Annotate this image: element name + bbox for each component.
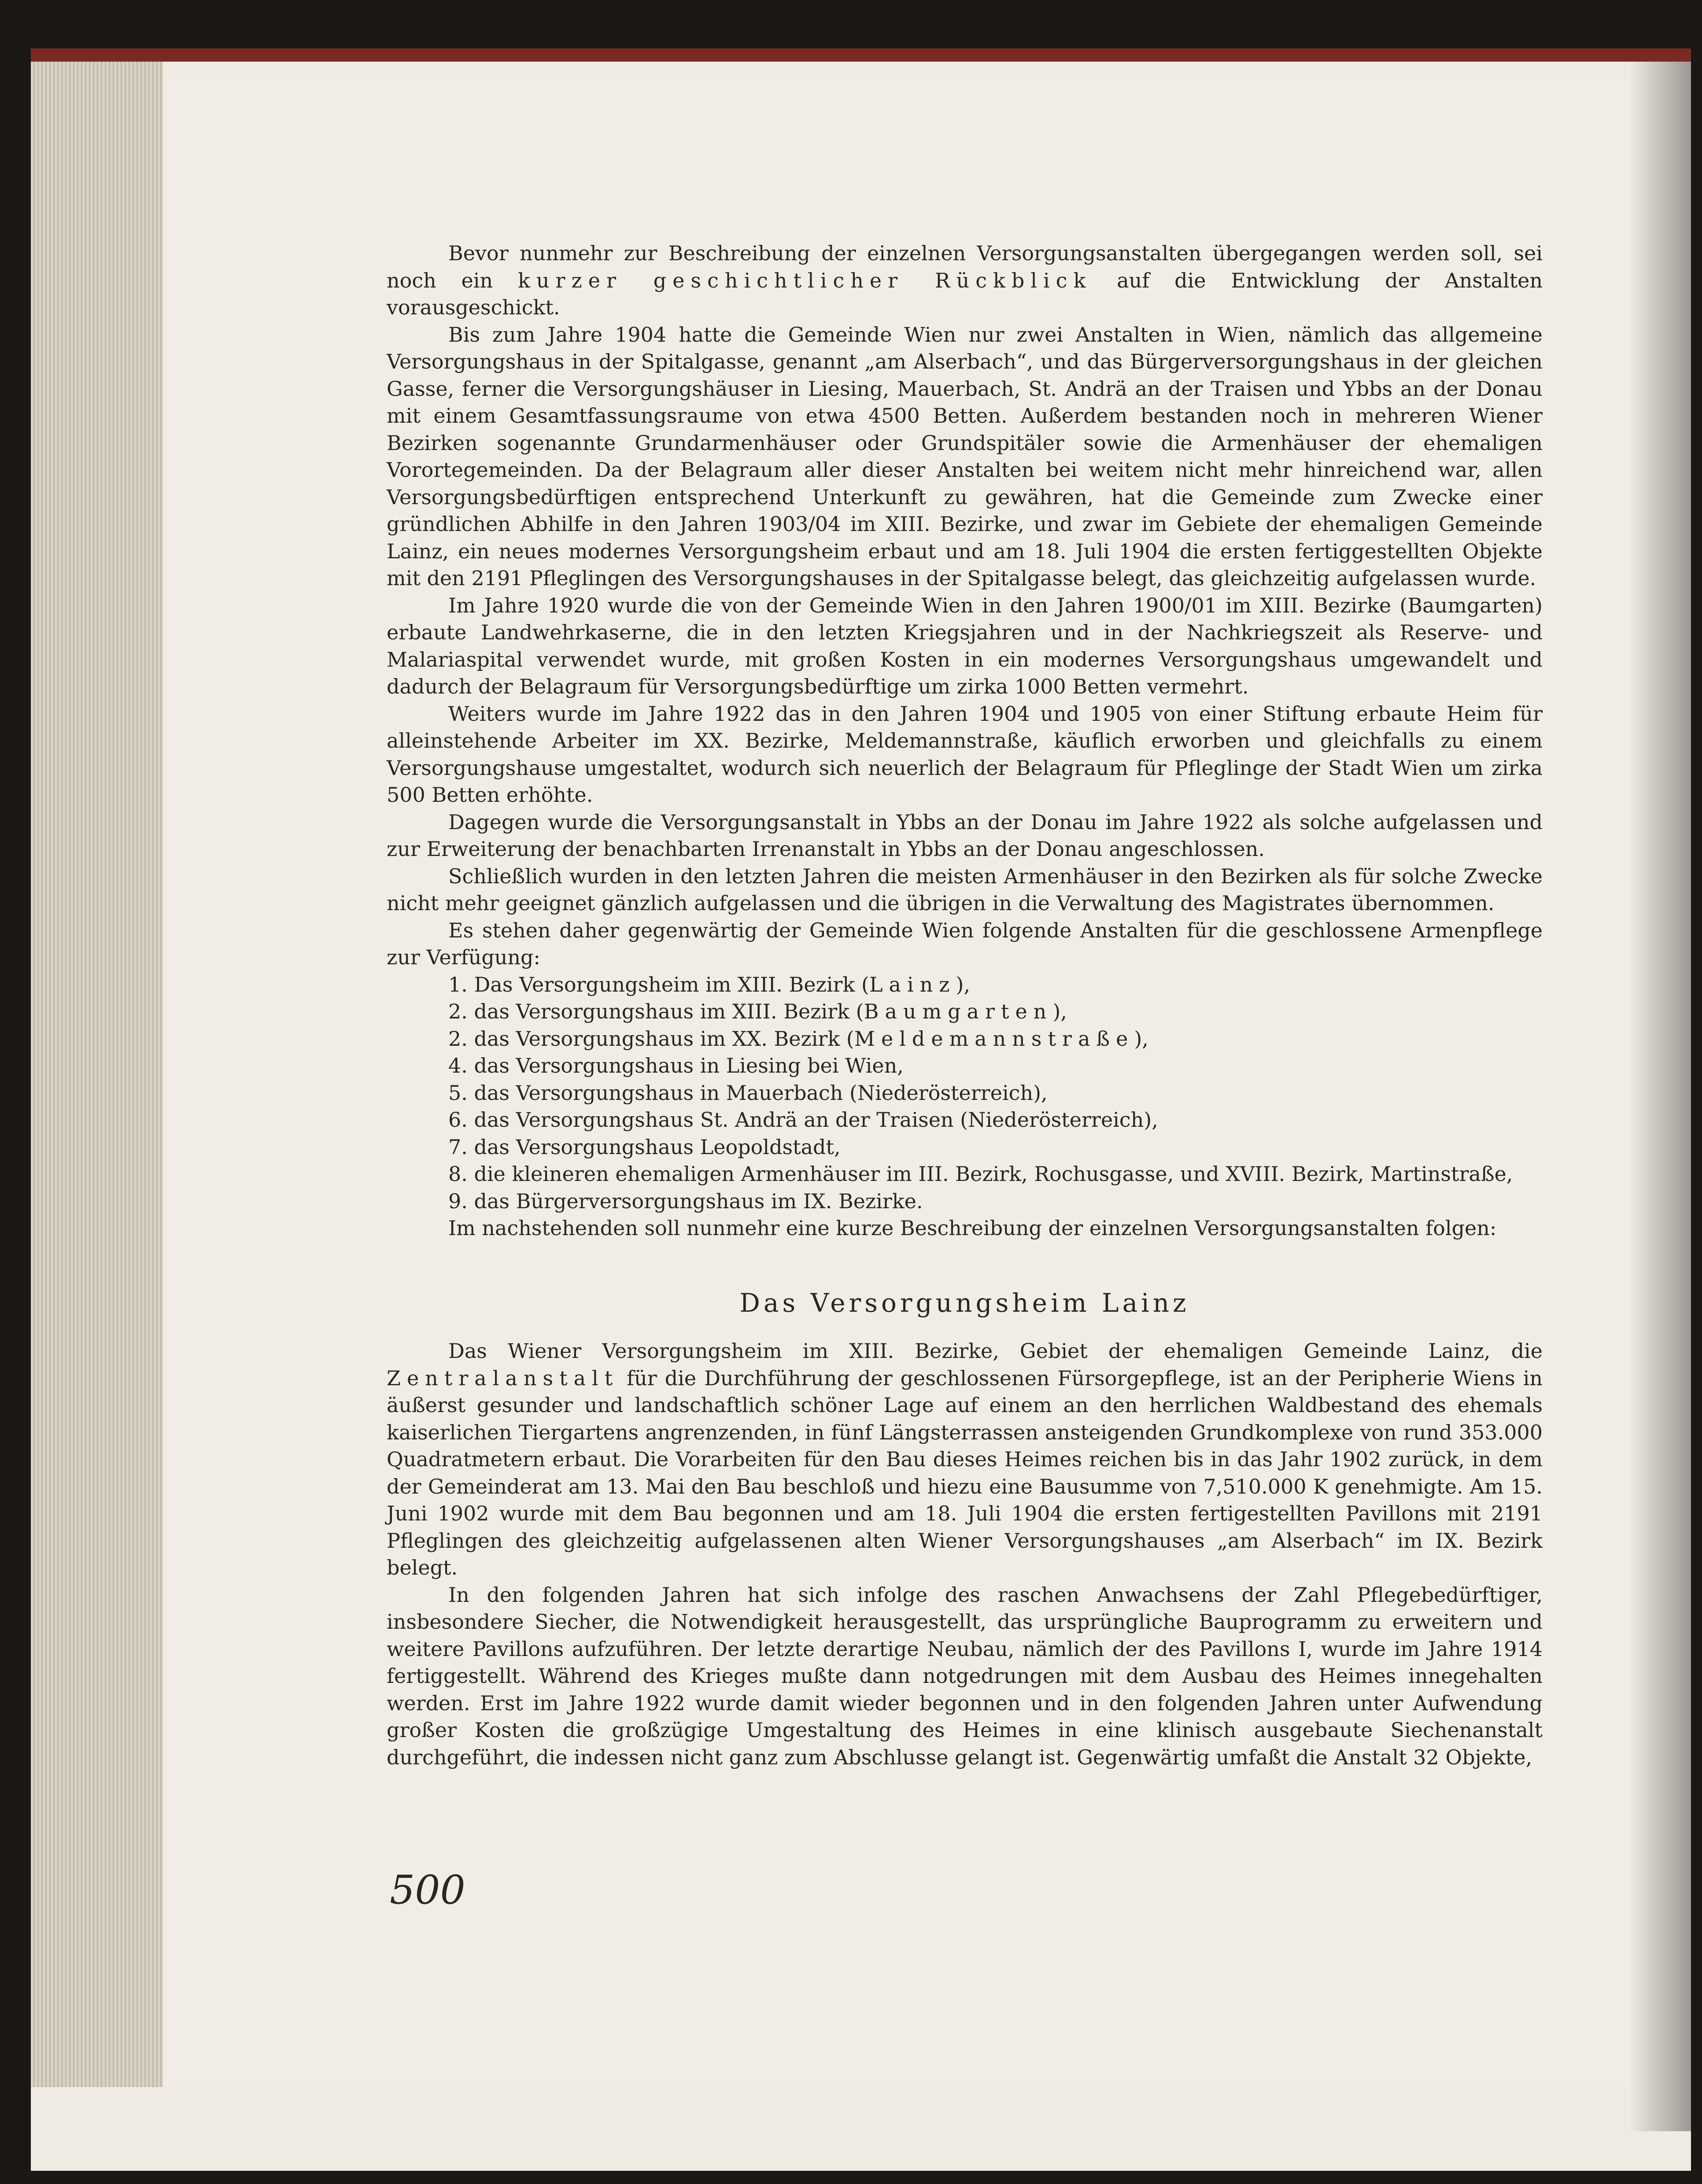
paragraph-history: Bis zum Jahre 1904 hatte die Gemeinde Wien nur zwei Anstalten in Wien, nämlich das allgemeine Versorgungshaus in der Spitalgasse, genannt „am Alserbach“, und das Bürgerversorgungshaus in der gleichen Gasse, ferner die Versorgungshäuser in Liesing, Mauerbach, St. Andrä an der Traisen und Ybbs an der Donau mit einem Gesamtfassungsraume von etwa 4500 Betten. Außerdem bestanden noch in mehreren Wiener Bezirken sogenannte Grundarmenhäuser oder Grundspitäler sowie die Armenhäuser der ehemaligen Vorortegemeinden. Da der Belagraum aller dieser Anstalten bei weitem nicht mehr hinreichend war, allen Versorgungsbedürftigen entsprechend Unterkunft zu gewähren, hat die Gemeinde zum Zwecke einer gründlichen Abhilfe in den Jahren 1903/04 im XIII. Bezirke, und zwar im Gebiete der ehemaligen Gemeinde Lainz, ein neues modernes Versorgungsheim erbaut und am 18. Juli 1904 die ersten fertiggestellten Objekte mit den 2191 Pfleglingen des Versorgungshauses in der Spitalgasse belegt, das gleichzeitig aufgelassen wurde.: [387, 322, 1543, 590]
text-run: ),: [1134, 1026, 1148, 1051]
paragraph-armenhaeuser: Schließlich wurden in den letzten Jahren die meisten Armenhäuser in den Bezirken als für solche Zwecke nicht mehr geeignet gänzlich aufgelassen und die übrigen in die Verwaltung des Magistrates übernommen.: [387, 864, 1543, 915]
spaced-emphasis: Lainz: [869, 972, 956, 996]
institution-list: [387, 971, 1543, 1215]
list-item: [387, 998, 1543, 1026]
paragraph-meldemannstrasse: Weiters wurde im Jahre 1922 das in den Jahren 1904 und 1905 von einer Stiftung erbaute Heim für alleinstehende Arbeiter im XX. Bezirke, Meldemannstraße, käuflich erworben und gleichfalls zu einem Versorgungshause umgestaltet, wodurch sich neuerlich der Belagraum für Pfleglinge der Stadt Wien um zirka 500 Betten erhöhte.: [387, 701, 1543, 807]
text-run: ),: [956, 972, 971, 996]
gutter-shadow: [1629, 62, 1691, 2131]
list-item: 8. die kleineren ehemaligen Armenhäuser im III. Bezirk, Rochusgasse, und XVIII. Bezirk, Martinstraße,: [448, 1162, 1513, 1186]
text-run: 2. das Versorgungshaus im XX. Bezirk (: [448, 1026, 854, 1051]
spaced-emphasis: kurzer geschichtlicher Rückblick: [518, 268, 1092, 292]
paragraph-lainz-expansion: In den folgenden Jahren hat sich infolge des raschen Anwachsens der Zahl Pflegebedürftiger, insbesondere Siecher, die Notwendigkeit herausgestellt, das ursprüngliche Bauprogramm zu erweitern und weitere Pavillons aufzuführen. Der letzte derartige Neubau, nämlich der des Pavillons I, wurde im Jahre 1914 fertiggestellt. Während des Krieges mußte dann notgedrungen mit dem Ausbau des Heimes innegehalten werden. Erst im Jahre 1922 wurde damit wieder begonnen und in den folgenden Jahren unter Aufwendung großer Kosten die großzügige Umgestaltung des Heimes in eine klinisch ausgebaute Siechenanstalt durchgeführt, die indessen nicht ganz zum Abschlusse gelangt ist. Gegenwärtig umfaßt die Anstalt 32 Objekte,: [387, 1583, 1543, 1769]
section-heading: Das Versorgungsheim Lainz: [739, 1288, 1190, 1318]
list-item: 9. das Bürgerversorgungshaus im IX. Bezirke.: [448, 1189, 923, 1213]
text-run: 2. das Versorgungshaus im XIII. Bezirk (: [448, 1000, 864, 1023]
text-run: für die Durchführung der geschlossenen Fürsorgepflege, ist an der Peripherie Wiens in äußerst gesunder und landschaftlich schöner Lage auf einem an den herrlichen Waldbestand des ehemals kaiserlichen Tiergartens angrenzenden, in fünf Längsterrassen ansteigenden Grundkomplexe von rund 353.000 Quadratmetern erbaut. Die Vorarbeiten für den Bau dieses Heimes reichen bis in das Jahr 1902 zurück, in dem der Gemeinderat am 13. Mai den Bau beschloß und hiezu eine Bausumme von 7,510.000 K genehmigte. Am 15. Juni 1902 wurde mit dem Bau begonnen und am 18. Juli 1904 die ersten fertigestellten Pavillons mit 2191 Pfleglingen des gleichzeitig aufgelassenen alten Wiener Versorgungshauses „am Alserbach“ im IX. Bezirk belegt.: [387, 1366, 1543, 1579]
text-run: 1. Das Versorgungsheim im XIII. Bezirk (: [448, 972, 869, 996]
list-item: [387, 971, 1543, 999]
spaced-emphasis: Baumgarten: [864, 1000, 1053, 1023]
spaced-emphasis: Meldemannstraße: [854, 1026, 1134, 1051]
list-item: 4. das Versorgungshaus in Liesing bei Wien,: [448, 1054, 904, 1077]
spaced-emphasis: Zentralanstalt: [387, 1366, 619, 1390]
page-edges: [31, 62, 163, 2087]
text-run: auf die Entwicklung der Anstalten vorausgeschickt.: [387, 268, 1543, 319]
text-run: ),: [1052, 1000, 1067, 1023]
list-item: [387, 1026, 1543, 1053]
page-number: 500: [390, 1867, 465, 1913]
text-run: Das Wiener Versorgungsheim im XIII. Bezirke, Gebiet der ehemaligen Gemeinde Lainz, die: [448, 1339, 1543, 1363]
list-item: 5. das Versorgungshaus in Mauerbach (Niederösterreich),: [448, 1081, 1048, 1105]
paragraph-baumgarten: Im Jahre 1920 wurde die von der Gemeinde Wien in den Jahren 1900/01 im XIII. Bezirke (Baumgarten) erbaute Landwehrkaserne, die in den letzten Kriegsjahren und in der Nachkriegszeit als Reserve- und Malariaspital verwendet wurde, mit großen Kosten in ein modernes Versorgungshaus umgewandelt und dadurch der Belagraum für Versorgungsbedürftige um zirka 1000 Betten vermehrt.: [387, 593, 1543, 698]
text-run: Bevor nunmehr zur Beschreibung der einzelnen Versorgungsanstalten übergegangen werden soll, sei noch ein: [387, 241, 1543, 292]
paragraph-outlook: Im nachstehenden soll nunmehr eine kurze Beschreibung der einzelnen Versorgungsanstalten folgen:: [448, 1216, 1497, 1240]
list-item: 6. das Versorgungshaus St. Andrä an der Traisen (Niederösterreich),: [448, 1108, 1158, 1132]
paragraph-list-intro: Es stehen daher gegenwärtig der Gemeinde Wien folgende Anstalten für die geschlossene Armenpflege zur Verfügung:: [387, 918, 1543, 969]
paragraph-intro: [387, 240, 1543, 321]
page-body: [387, 240, 1543, 1771]
list-item: 7. das Versorgungshaus Leopoldstadt,: [448, 1135, 841, 1159]
paragraph-ybbs: Dagegen wurde die Versorgungsanstalt in Ybbs an der Donau im Jahre 1922 als solche aufgelassen und zur Erweiterung der benachbarten Irrenanstalt in Ybbs an der Donau angeschlossen.: [387, 810, 1543, 861]
paragraph-lainz-overview: [387, 1338, 1543, 1582]
